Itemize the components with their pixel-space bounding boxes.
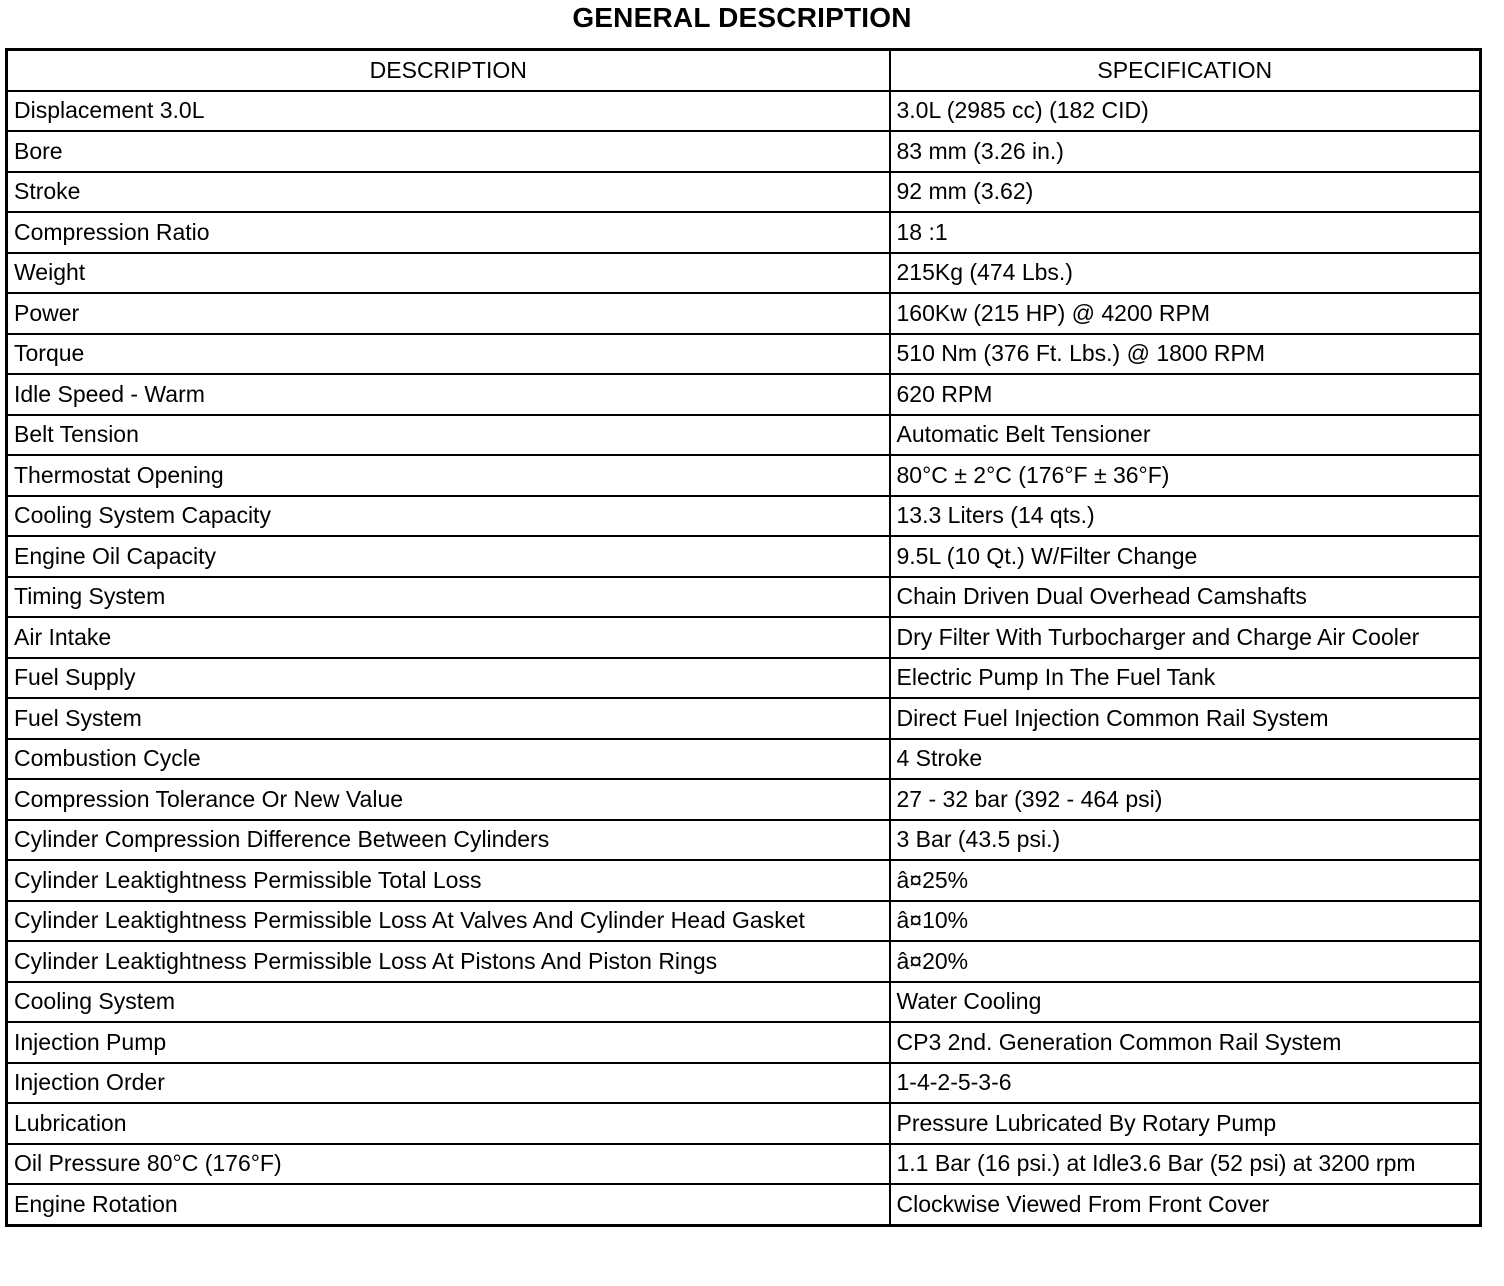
table-row — [7, 941, 1481, 982]
description-cell: Lubrication — [7, 1103, 890, 1144]
table-row — [7, 415, 1481, 456]
specification-cell: 80°C ± 2°C (176°F ± 36°F) — [890, 455, 1481, 496]
description-cell: Weight — [7, 253, 890, 294]
table-row — [7, 293, 1481, 334]
table-row — [7, 374, 1481, 415]
specification-cell: 215Kg (474 Lbs.) — [890, 253, 1481, 294]
specification-cell: Automatic Belt Tensioner — [890, 415, 1481, 456]
table-row — [7, 820, 1481, 861]
specification-cell: â¤10% — [890, 901, 1481, 942]
table-row — [7, 536, 1481, 577]
specification-cell: 3 Bar (43.5 psi.) — [890, 820, 1481, 861]
description-cell: Stroke — [7, 172, 890, 213]
specification-cell: 4 Stroke — [890, 739, 1481, 780]
table-row — [7, 698, 1481, 739]
specification-cell: 18 :1 — [890, 212, 1481, 253]
specification-cell: 620 RPM — [890, 374, 1481, 415]
table-row — [7, 1022, 1481, 1063]
description-cell: Engine Rotation — [7, 1184, 890, 1225]
specification-cell: CP3 2nd. Generation Common Rail System — [890, 1022, 1481, 1063]
specification-cell: Clockwise Viewed From Front Cover — [890, 1184, 1481, 1225]
table-row — [7, 212, 1481, 253]
specification-cell: â¤20% — [890, 941, 1481, 982]
specification-cell: 92 mm (3.62) — [890, 172, 1481, 213]
description-cell: Oil Pressure 80°C (176°F) — [7, 1144, 890, 1185]
table-row — [7, 1184, 1481, 1225]
column-header-description: DESCRIPTION — [7, 50, 890, 91]
column-header-specification: SPECIFICATION — [890, 50, 1481, 91]
specification-cell: 1-4-2-5-3-6 — [890, 1063, 1481, 1104]
table-row — [7, 577, 1481, 618]
table-row — [7, 658, 1481, 699]
specification-cell: 1.1 Bar (16 psi.) at Idle3.6 Bar (52 psi) at 3200 rpm — [890, 1144, 1481, 1185]
description-cell: Bore — [7, 131, 890, 172]
table-row — [7, 172, 1481, 213]
description-cell: Fuel System — [7, 698, 890, 739]
spec-table — [5, 48, 1482, 1227]
description-cell: Idle Speed - Warm — [7, 374, 890, 415]
specification-cell: 3.0L (2985 cc) (182 CID) — [890, 91, 1481, 132]
specification-cell: 27 - 32 bar (392 - 464 psi) — [890, 779, 1481, 820]
description-cell: Cooling System — [7, 982, 890, 1023]
description-cell: Cooling System Capacity — [7, 496, 890, 537]
description-cell: Compression Tolerance Or New Value — [7, 779, 890, 820]
description-cell: Displacement 3.0L — [7, 91, 890, 132]
description-cell: Air Intake — [7, 617, 890, 658]
description-cell: Injection Pump — [7, 1022, 890, 1063]
specification-cell: Electric Pump In The Fuel Tank — [890, 658, 1481, 699]
specification-cell: Pressure Lubricated By Rotary Pump — [890, 1103, 1481, 1144]
table-row — [7, 779, 1481, 820]
table-row — [7, 253, 1481, 294]
table-row — [7, 455, 1481, 496]
specification-cell: Dry Filter With Turbocharger and Charge Air Cooler — [890, 617, 1481, 658]
description-cell: Engine Oil Capacity — [7, 536, 890, 577]
description-cell: Torque — [7, 334, 890, 375]
table-header-row — [7, 50, 1481, 91]
description-cell: Fuel Supply — [7, 658, 890, 699]
specification-cell: 83 mm (3.26 in.) — [890, 131, 1481, 172]
table-row — [7, 1103, 1481, 1144]
description-cell: Power — [7, 293, 890, 334]
table-row — [7, 91, 1481, 132]
table-row — [7, 617, 1481, 658]
description-cell: Thermostat Opening — [7, 455, 890, 496]
table-row — [7, 982, 1481, 1023]
specification-cell: â¤25% — [890, 860, 1481, 901]
specification-cell: 9.5L (10 Qt.) W/Filter Change — [890, 536, 1481, 577]
specification-cell: 160Kw (215 HP) @ 4200 RPM — [890, 293, 1481, 334]
specification-cell: Chain Driven Dual Overhead Camshafts — [890, 577, 1481, 618]
table-row — [7, 860, 1481, 901]
description-cell: Cylinder Leaktightness Permissible Loss At Pistons And Piston Rings — [7, 941, 890, 982]
specification-cell: Water Cooling — [890, 982, 1481, 1023]
specification-cell: 13.3 Liters (14 qts.) — [890, 496, 1481, 537]
table-row — [7, 334, 1481, 375]
specification-cell: 510 Nm (376 Ft. Lbs.) @ 1800 RPM — [890, 334, 1481, 375]
description-cell: Belt Tension — [7, 415, 890, 456]
table-row — [7, 496, 1481, 537]
description-cell: Compression Ratio — [7, 212, 890, 253]
description-cell: Cylinder Leaktightness Permissible Loss At Valves And Cylinder Head Gasket — [7, 901, 890, 942]
table-body — [7, 91, 1481, 1226]
description-cell: Combustion Cycle — [7, 739, 890, 780]
description-cell: Cylinder Leaktightness Permissible Total Loss — [7, 860, 890, 901]
description-cell: Injection Order — [7, 1063, 890, 1104]
table-row — [7, 1144, 1481, 1185]
table-row — [7, 1063, 1481, 1104]
table-row — [7, 901, 1481, 942]
description-cell: Timing System — [7, 577, 890, 618]
description-cell: Cylinder Compression Difference Between Cylinders — [7, 820, 890, 861]
specification-cell: Direct Fuel Injection Common Rail System — [890, 698, 1481, 739]
page-title: GENERAL DESCRIPTION — [572, 2, 912, 33]
table-row — [7, 739, 1481, 780]
table-row — [7, 131, 1481, 172]
